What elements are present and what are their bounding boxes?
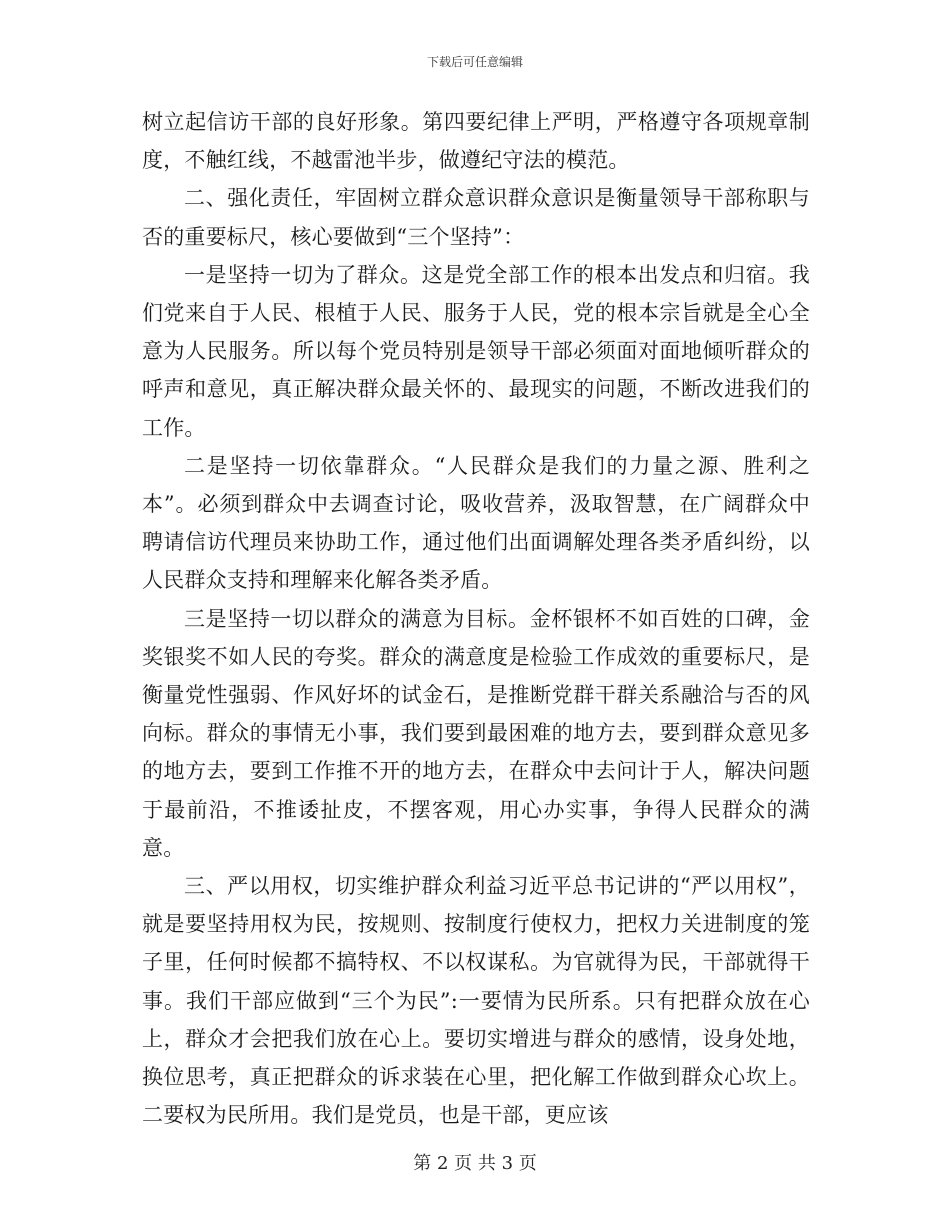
paragraph-4: 二是坚持一切依靠群众。“人民群众是我们的力量之源、胜利之本”。必须到群众中去调查讨论，吸收营养，汲取智慧，在广阔群众中聘请信访代理员来协助工作，通过他们出面调解处理各类矛盾纠纷，以人民群众支持和理解来化解各类矛盾。	[142, 453, 810, 593]
page-number: 第 2 页 共 3 页	[413, 1153, 537, 1174]
page-header-note: 下载后可任意编辑	[426, 55, 523, 69]
paragraph-1: 树立起信访干部的良好形象。第四要纪律上严明，严格遵守各项规章制度，不触红线，不越雷池半步，做遵纪守法的模范。	[142, 110, 810, 173]
paragraph-5: 三是坚持一切以群众的满意为目标。金杯银杯不如百姓的口碑，金奖银奖不如人民的夸奖。群众的满意度是检验工作成效的重要标尺，是衡量党性强弱、作风好坏的试金石，是推断党群干群关系融洽与否的风向标。群众的事情无小事，我们要到最困难的地方去，要到群众意见多的地方去，要到工作推不开的地方去，在群众中去问计于人，解决问题于最前沿，不推诿扯皮，不摆客观，用心办实事，争得人民群众的满意。	[142, 606, 810, 860]
paragraph-6: 三、严以用权，切实维护群众利益习近平总书记讲的“严以用权”，就是要坚持用权为民，按规则、按制度行使权力，把权力关进制度的笼子里，任何时候都不搞特权、不以权谋私。为官就得为民，干部就得干事。我们干部应做到“三个为民”:一要情为民所系。只有把群众放在心上，群众才会把我们放在心上。要切实增进与群众的感情，设身处地，换位思考，真正把群众的诉求装在心里，把化解工作做到群众心坎上。二要权为民所用。我们是党员，也是干部，更应该	[142, 874, 810, 1128]
paragraph-2: 二、强化责任，牢固树立群众意识群众意识是衡量领导干部称职与否的重要标尺，核心要做到“三个坚持”：	[142, 186, 810, 249]
document-body	[142, 103, 810, 1134]
paragraph-3: 一是坚持一切为了群众。这是党全部工作的根本出发点和归宿。我们党来自于人民、根植于人民、服务于人民，党的根本宗旨就是全心全意为人民服务。所以每个党员特别是领导干部必须面对面地倾听群众的呼声和意见，真正解决群众最关怀的、最现实的问题，不断改进我们的工作。	[142, 262, 810, 440]
